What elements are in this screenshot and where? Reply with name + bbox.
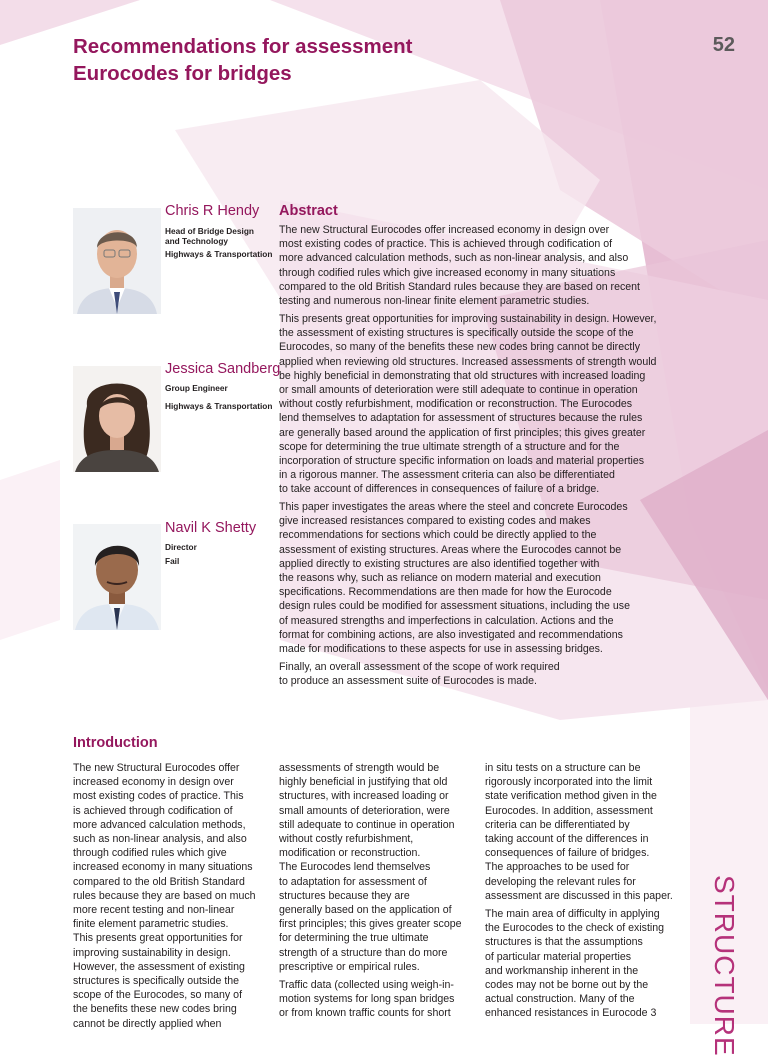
text-line: be highly beneficial in demonstrating that old structures with increased loading bbox=[279, 369, 646, 382]
text-line: scope for determining the true ultimate strength of a structure and for the bbox=[279, 440, 620, 453]
text-line: design rules could be modified for assessment situations, including the use bbox=[279, 600, 630, 613]
text-line: give increased resistances compared to existing codes and makes bbox=[279, 515, 591, 528]
author-affiliation bbox=[165, 543, 275, 566]
text-line: The approaches to be used for bbox=[485, 861, 630, 874]
text-line: state verification method given in the bbox=[485, 790, 657, 803]
text-line: lend themselves to adaptation for assessment of structures because the rules bbox=[279, 412, 643, 425]
text-line: more advanced calculation methods, bbox=[73, 818, 246, 831]
text-line: most existing codes of practice. This is achieved through codification of bbox=[279, 238, 613, 251]
text-line: recommendations for sections which could be directly applied to the bbox=[279, 529, 597, 542]
author-name: Navil K Shetty bbox=[165, 520, 257, 536]
text-line: actual construction. Many of the bbox=[485, 993, 635, 1006]
text-line: in a rigorous manner. The assessment criteria can also be differentiated bbox=[279, 469, 615, 482]
abstract-paragraph bbox=[279, 500, 630, 656]
title-line: Eurocodes for bridges bbox=[73, 62, 292, 85]
text-line: finite element parametric studies. bbox=[73, 918, 229, 931]
text-line: developing the relevant rules for bbox=[485, 875, 636, 888]
text-line: and workmanship inherent in the bbox=[485, 964, 639, 977]
author-role: Head of Bridge Design bbox=[165, 226, 254, 236]
title-line: Recommendations for assessment bbox=[73, 35, 413, 58]
text-line: structures, with increased loading or bbox=[279, 790, 449, 803]
author-photo-sandberg bbox=[73, 366, 161, 472]
text-line: taking account of the differences in bbox=[485, 833, 649, 846]
text-line: compared to the old British Standard rules because they are based on recent bbox=[279, 280, 640, 293]
text-line: Traffic data (collected using weigh-in- bbox=[279, 979, 454, 992]
page-number: 52 bbox=[712, 34, 735, 56]
text-line: are generally based around the application of first principles; this gives greater bbox=[279, 426, 646, 439]
author-name: Chris R Hendy bbox=[165, 203, 260, 219]
text-line: applied directly to existing structures are also identified together with bbox=[279, 557, 600, 570]
text-line: This paper investigates the areas where the steel and concrete Eurocodes bbox=[279, 501, 628, 513]
section-side-tab: STRUCTURE bbox=[709, 875, 740, 1057]
abstract-paragraph bbox=[279, 312, 656, 497]
text-line: prescriptive or empirical rules. bbox=[279, 960, 420, 973]
text-line: improving sustainability in design. bbox=[73, 946, 231, 959]
text-line: modification or reconstruction. bbox=[279, 847, 421, 860]
text-line: generally based on the application of bbox=[279, 904, 452, 917]
abstract-heading: Abstract bbox=[279, 203, 338, 219]
text-line: to adaptation for assessment of bbox=[279, 875, 427, 888]
text-line: specifications. Recommendations are then made for how the Eurocode bbox=[279, 586, 612, 599]
text-line: This presents great opportunities for bbox=[73, 932, 243, 945]
text-line: in situ tests on a structure can be bbox=[485, 762, 641, 774]
text-line: most existing codes of practice. This bbox=[73, 790, 244, 803]
text-line: the reasons why, such as reliance on modern material and execution bbox=[279, 572, 601, 585]
text-line: small amounts of deterioration, were bbox=[279, 804, 450, 817]
text-line: Finally, an overall assessment of the scope of work required bbox=[279, 661, 560, 673]
text-line: to take account of differences in consequences of failure of a bridge. bbox=[279, 483, 600, 496]
text-line: for determining the true ultimate bbox=[279, 932, 429, 945]
intro-column-3 bbox=[485, 761, 673, 1021]
paper-title bbox=[73, 33, 413, 87]
text-line: codes may not be borne out by the bbox=[485, 979, 649, 992]
text-line: or small amounts of deterioration were still adequate to continue in operation bbox=[279, 384, 638, 397]
text-line: structures is that the assumptions bbox=[485, 936, 643, 949]
text-line: through codified rules which give bbox=[73, 847, 227, 860]
author-organisation: Highways & Transportation bbox=[165, 249, 273, 259]
text-line: increased economy in design over bbox=[73, 776, 234, 789]
text-line: is achieved through codification of bbox=[73, 804, 233, 817]
text-line: Eurocodes. In addition, assessment bbox=[485, 804, 653, 817]
text-line: structures is specifically outside the bbox=[73, 975, 240, 988]
text-line: structures because they are bbox=[279, 889, 410, 902]
text-line: such as non-linear analysis, and also bbox=[73, 833, 247, 846]
text-line: criteria can be differentiated by bbox=[485, 818, 630, 831]
introduction-heading: Introduction bbox=[73, 735, 158, 751]
text-line: without costly refurbishment, modification or reconstruction. The Eurocodes bbox=[279, 398, 633, 411]
intro-column-1 bbox=[73, 761, 256, 1031]
author-organisation: Fail bbox=[165, 555, 180, 566]
text-line: made for modifications to these aspects for use in assessing bridges. bbox=[279, 643, 603, 656]
text-line: more recent testing and non-linear bbox=[73, 904, 235, 917]
author-role: Director bbox=[165, 542, 197, 552]
text-line: to produce an assessment suite of Eurocodes is made. bbox=[279, 675, 537, 688]
author-photo-hendy bbox=[73, 208, 161, 314]
text-line: or from known traffic counts for short bbox=[279, 1007, 451, 1020]
text-line: consequences of failure of bridges. bbox=[485, 847, 650, 860]
text-line: rules because they are based on much bbox=[73, 889, 256, 902]
author-affiliation bbox=[165, 384, 275, 411]
text-line: increased economy in many situations bbox=[73, 861, 253, 874]
text-line: However, the assessment of existing bbox=[73, 960, 245, 973]
author-role: Group Engineer bbox=[165, 383, 228, 393]
author-affiliation bbox=[165, 227, 275, 260]
text-line: format for combining actions, are also investigated and recommendations bbox=[279, 628, 623, 641]
text-line: The Eurocodes lend themselves bbox=[279, 861, 431, 874]
text-line: of measured strengths and imperfections in calculation. Actions and the bbox=[279, 614, 614, 627]
author-name: Jessica Sandberg bbox=[165, 361, 281, 377]
text-line: without costly refurbishment, bbox=[279, 833, 414, 846]
text-line: incorporation of structure specific information on loads and material properties bbox=[279, 455, 645, 468]
text-line: This presents great opportunities for improving sustainability in design. However, bbox=[279, 313, 657, 325]
text-line: the assessment of existing structures is specifically outside the scope of the bbox=[279, 327, 634, 340]
text-line: strength of a structure than do more bbox=[279, 946, 448, 959]
text-line: assessment of existing structures. Areas where the Eurocodes cannot be bbox=[279, 543, 622, 556]
text-line: testing and numerous non-linear finite element parametric studies. bbox=[279, 295, 590, 308]
text-line: the Eurocodes to the check of existing bbox=[485, 922, 665, 935]
text-line: compared to the old British Standard bbox=[73, 875, 245, 888]
text-line: of particular material properties bbox=[485, 950, 632, 963]
text-line: enhanced resistances in Eurocode 3 bbox=[485, 1007, 657, 1020]
text-line: assessment are discussed in this paper. bbox=[485, 889, 673, 902]
text-line: The main area of difficulty in applying bbox=[485, 908, 660, 921]
text-line: through codified rules which give increased economy in many situations bbox=[279, 266, 616, 279]
text-line: first principles; this gives greater scope bbox=[279, 918, 462, 931]
author-organisation: Highways & Transportation bbox=[165, 400, 273, 411]
text-line: more advanced calculation methods, such as non-linear analysis, and also bbox=[279, 252, 629, 265]
text-line: Eurocodes, so many of the benefits these new codes bring cannot be directly bbox=[279, 341, 640, 354]
text-line: motion systems for long span bridges bbox=[279, 993, 455, 1006]
text-line: still adequate to continue in operation bbox=[279, 818, 455, 831]
text-line: rigorously incorporated into the limit bbox=[485, 776, 653, 789]
author-photo-shetty bbox=[73, 524, 161, 630]
abstract-paragraph bbox=[279, 223, 640, 308]
author-role: and Technology bbox=[165, 235, 228, 246]
text-line: applied when reviewing old structures. Increased assessments of strength would bbox=[279, 355, 657, 368]
abstract-paragraph bbox=[279, 660, 560, 688]
text-line: scope of the Eurocodes, so many of bbox=[73, 989, 243, 1002]
text-line: assessments of strength would be bbox=[279, 762, 440, 774]
text-line: The new Structural Eurocodes offer bbox=[73, 762, 240, 774]
text-line: The new Structural Eurocodes offer increased economy in design over bbox=[279, 224, 610, 236]
text-line: highly beneficial in justifying that old bbox=[279, 776, 448, 789]
text-line: cannot be directly applied when bbox=[73, 1017, 222, 1030]
text-line: the benefits these new codes bring bbox=[73, 1003, 237, 1016]
intro-column-2 bbox=[279, 761, 462, 1021]
